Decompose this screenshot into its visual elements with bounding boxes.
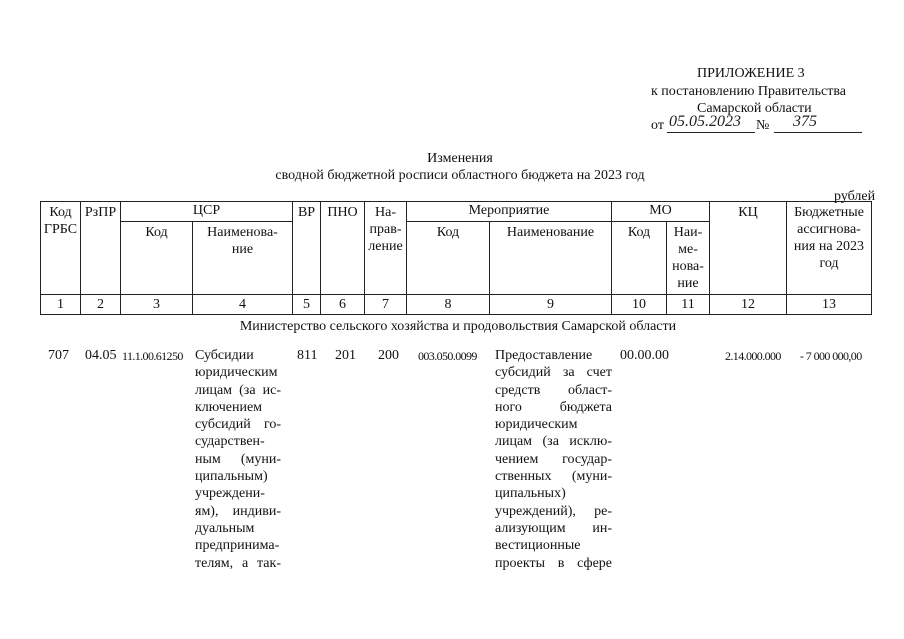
csr-name-line: Субсидии [195, 348, 254, 363]
column-number-1: 1 [41, 295, 81, 315]
meropr-name-line: вестиционные [495, 538, 581, 554]
col-meropriyatie: Мероприятие [407, 202, 612, 222]
column-number-4: 4 [193, 295, 293, 315]
column-number-2: 2 [81, 295, 121, 315]
cell-kc: 2.14.000.000 [725, 349, 781, 363]
cell-amount: - 7 000 000,00 [800, 349, 862, 363]
csr-name-line: сударствен- [195, 434, 265, 450]
number-sign: № [756, 118, 770, 133]
meropr-name-line: учреждений), ре- [495, 503, 612, 519]
col-vr: ВР [293, 202, 321, 295]
appendix-line2: к постановлению Правительства [651, 84, 847, 99]
appendix-label: ПРИЛОЖЕНИЕ 3 [697, 66, 805, 81]
cell-vr: 811 [297, 348, 318, 363]
cell-meropr-name [495, 347, 612, 572]
csr-name-line: ципальным) [195, 469, 268, 485]
document-title: Изменения [427, 151, 493, 166]
csr-name-line: ключением [195, 399, 263, 415]
meropr-name-line: лицам (за исклю- [495, 434, 612, 450]
date-prefix: от [651, 118, 664, 133]
column-number-10: 10 [612, 295, 667, 315]
csr-name-line: лицам (за ис- [195, 382, 281, 398]
column-number-3: 3 [121, 295, 193, 315]
number-underline [774, 132, 862, 133]
appendix-line3: Самарской области [697, 101, 812, 116]
csr-name-line: ным (муни- [195, 451, 281, 467]
col-meropr-kod: Код [407, 222, 490, 295]
cell-mo-kod: 00.00.00 [620, 348, 669, 363]
col-mo: МО [612, 202, 710, 222]
cell-meropr-kod: 003.050.0099 [418, 349, 477, 363]
col-csr-name: Наименова-ние [193, 222, 293, 295]
cell-napravlenie: 200 [378, 348, 399, 363]
col-meropr-name: Наименование [490, 222, 612, 295]
meropr-name-line: юридическим [495, 417, 578, 433]
column-number-12: 12 [710, 295, 787, 315]
col-pno: ПНО [321, 202, 365, 295]
column-number-7: 7 [365, 295, 407, 315]
csr-name-line: предпринима- [195, 538, 280, 554]
meropr-name-line: чением государ- [495, 451, 612, 467]
meropr-name-line: ализующим ин- [495, 520, 612, 536]
meropr-name-line: средств област- [495, 382, 612, 398]
meropr-name-line: ного бюджета [495, 399, 612, 415]
section-ministry: Министерство сельского хозяйства и продовольствия Самарской области [239, 319, 677, 334]
meropr-name-line: Предоставление [495, 348, 593, 363]
meropr-name-line: проекты в сфере [495, 555, 612, 571]
col-csr: ЦСР [121, 202, 293, 222]
budget-table-header [40, 201, 872, 315]
meropr-name-line: ципальных) [495, 486, 566, 502]
csr-name-line: дуальным [195, 520, 255, 536]
column-numbers-row [41, 295, 872, 315]
col-napravlenie: На-прав-ление [365, 202, 407, 295]
column-number-6: 6 [321, 295, 365, 315]
csr-name-line: ям), индиви- [195, 503, 281, 519]
cell-csr-name [195, 347, 281, 572]
csr-name-line: субсидий го- [195, 417, 281, 433]
col-kod-grbs: Код ГРБС [41, 202, 81, 295]
column-number-5: 5 [293, 295, 321, 315]
csr-name-line: телям, а так- [195, 555, 281, 571]
col-mo-kod: Код [612, 222, 667, 295]
column-number-9: 9 [490, 295, 612, 315]
handwritten-number: 375 [793, 113, 817, 130]
meropr-name-line: субсидий за счет [495, 365, 612, 381]
csr-name-line: юридическим [195, 365, 278, 381]
column-number-11: 11 [667, 295, 710, 315]
column-number-13: 13 [787, 295, 872, 315]
cell-pno: 201 [335, 348, 356, 363]
csr-name-line: учреждени- [195, 486, 265, 502]
col-csr-kod: Код [121, 222, 193, 295]
column-number-8: 8 [407, 295, 490, 315]
cell-csr-kod: 11.1.00.61250 [122, 349, 183, 363]
col-mo-name: Наи-ме-нова-ние [667, 222, 710, 295]
col-budget: Бюджетные ассигнова-ния на 2023 год [787, 202, 872, 295]
date-underline [667, 132, 755, 133]
handwritten-date: 05.05.2023 [669, 113, 741, 130]
col-rzpr: РзПР [81, 202, 121, 295]
cell-grbs: 707 [48, 348, 69, 363]
cell-rzpr: 04.05 [85, 348, 117, 363]
unit-label: рублей [834, 189, 876, 204]
document-subtitle: сводной бюджетной росписи областного бюджета на 2023 год [275, 168, 645, 183]
meropr-name-line: ственных (муни- [495, 469, 612, 485]
col-kc: КЦ [710, 202, 787, 295]
